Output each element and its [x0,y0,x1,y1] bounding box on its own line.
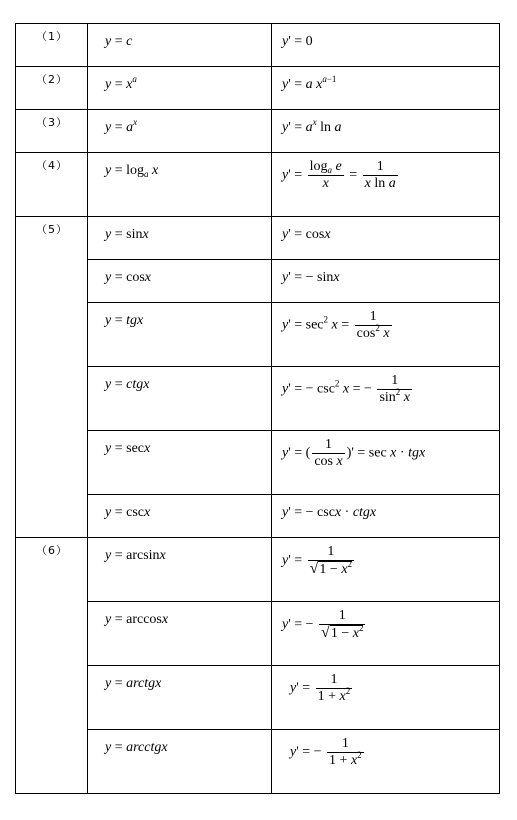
function-cell: $y = a^x$ [88,110,272,153]
function-cell: y = ctgx [88,367,272,431]
function-cell: y = sinx [88,217,272,260]
derivative-cell: y' = − $\frac{1}{1 + x^2}$ [272,730,500,794]
derivative-cell: y' = − $\csc^2 x$ = − $\frac{1}{\sin^2 x}$ [272,367,500,431]
derivative-cell: y' = − cscx · ctgx [272,495,500,538]
function-cell: y = cscx [88,495,272,538]
derivative-table [15,23,500,794]
table-row [16,730,500,794]
derivative-cell: y' = − sinx [272,260,500,303]
derivative-cell: y' = a $x^{a-1}$ [272,67,500,110]
table-row [16,431,500,495]
table-row [16,260,500,303]
function-cell: $y = x^a$ [88,67,272,110]
table-row [16,538,500,602]
table-row [16,217,500,260]
row-number: （6） [16,538,88,794]
row-number: （4） [16,153,88,217]
derivative-cell: y' = $\frac{1}{√1 - x^2}$ [272,538,500,602]
table-row [16,153,500,217]
table-row [16,303,500,367]
row-number: （5） [16,217,88,538]
row-number: （3） [16,110,88,153]
derivative-cell: y' = $\frac{\log_a e}{x}$ = $\frac{1}{\text{x ln a}}$ [272,153,500,217]
function-cell: y = tgx [88,303,272,367]
row-number: （2） [16,67,88,110]
function-cell: y = arcctgx [88,730,272,794]
function-cell: y = secx [88,431,272,495]
function-cell: y = arccosx [88,602,272,666]
function-cell: y = c [88,24,272,67]
derivative-cell: y' = − $\frac{1}{√1 - x^2}$ [272,602,500,666]
function-cell: y = cosx [88,260,272,303]
table-row [16,495,500,538]
table-row [16,602,500,666]
table-row [16,110,500,153]
derivative-cell: $y' = a^x$ ln a [272,110,500,153]
derivative-cell: $y' = \sec^2 x$ = $\frac{1}{\cos^2 x}$ [272,303,500,367]
function-cell: y = arctgx [88,666,272,730]
derivative-cell: y' = 0 [272,24,500,67]
function-cell: y = arcsinx [88,538,272,602]
function-cell: $y = \log_a x$ [88,153,272,217]
table-row [16,367,500,431]
table-row [16,67,500,110]
derivative-cell: y' = ( $\frac{1}{\text{cos x}}$ )' = sec x · tgx [272,431,500,495]
table-row [16,666,500,730]
derivative-cell: y' = $\frac{1}{1 + x^2}$ [272,666,500,730]
table-row [16,24,500,67]
derivative-cell: y' = cosx [272,217,500,260]
row-number: （1） [16,24,88,67]
